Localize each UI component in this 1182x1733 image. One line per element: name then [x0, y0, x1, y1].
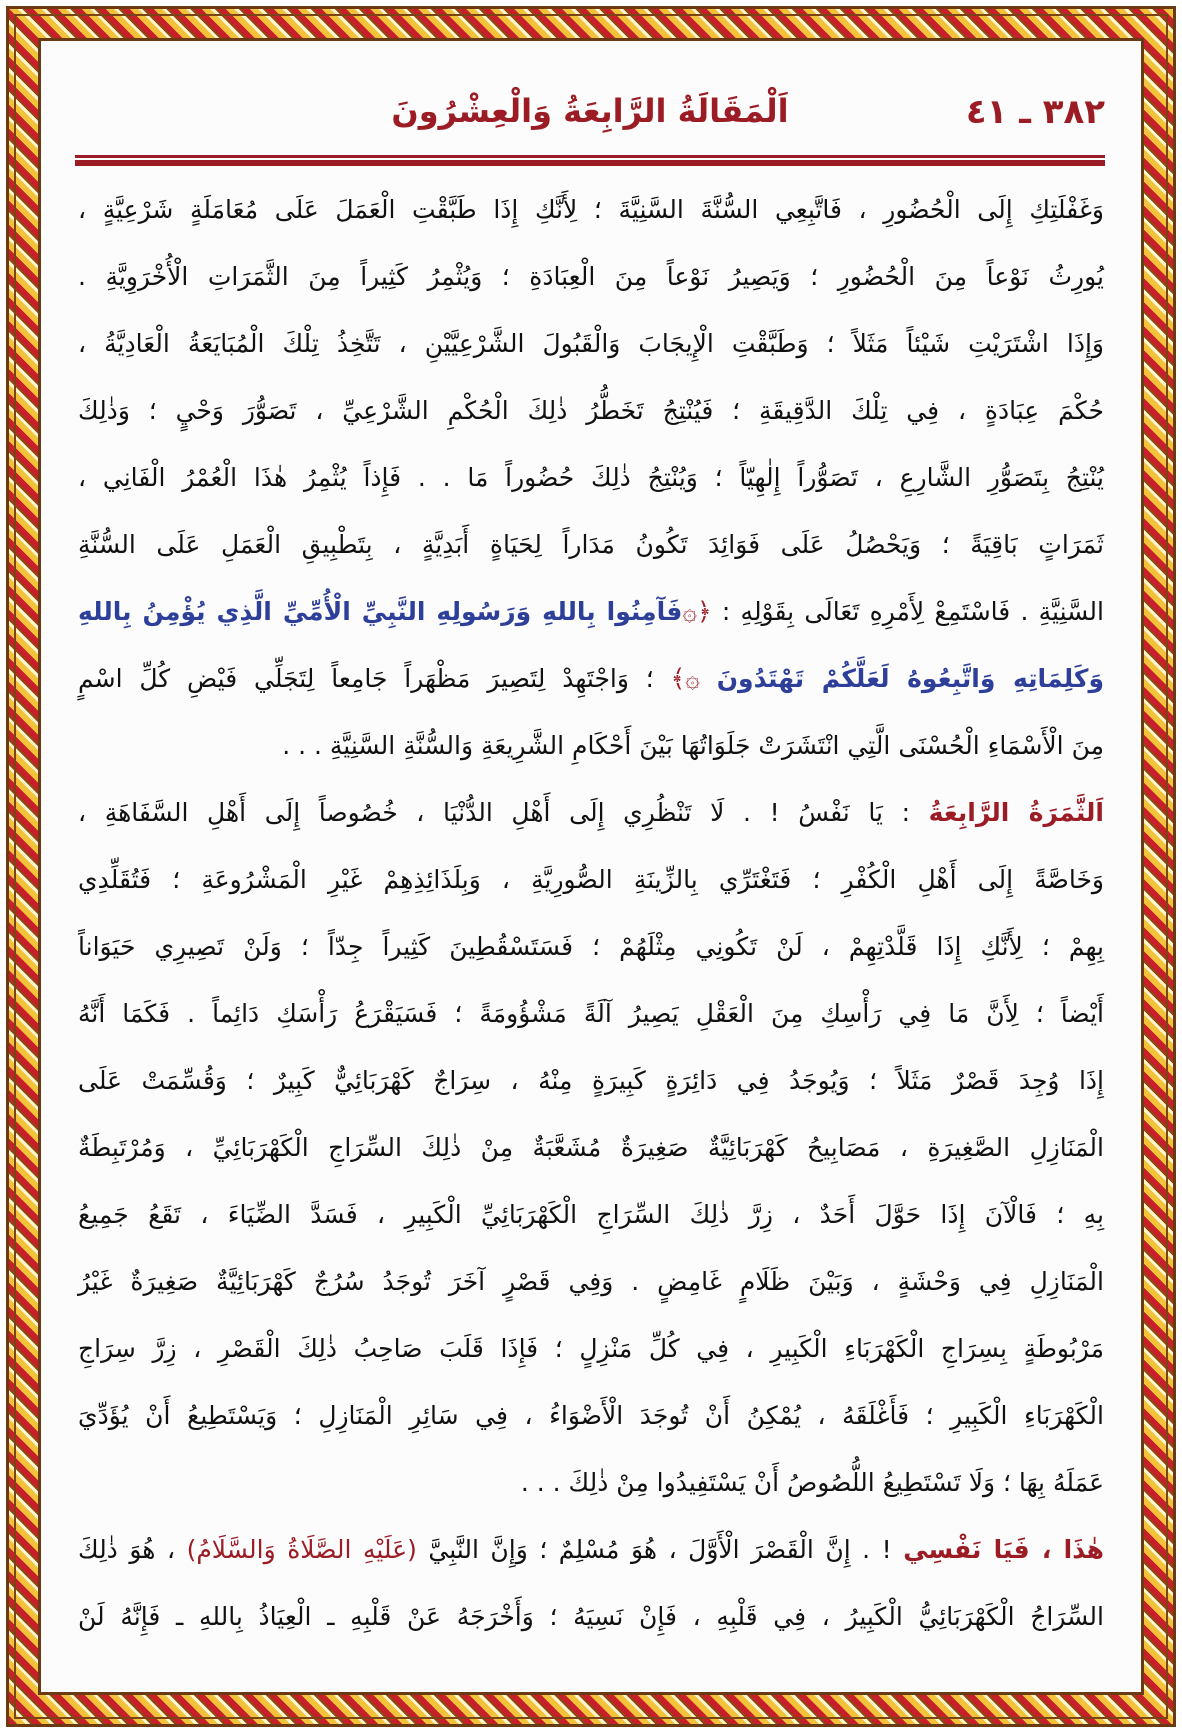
text-line: [78, 1049, 1104, 1116]
quran-verse: فَآمِنُوا بِاللهِ وَرَسُولِهِ النَّبِيِّ الْأُمِّيِّ الَّذِي يُؤْمِنُ بِاللهِ: [78, 597, 683, 626]
text-line: [78, 446, 1104, 513]
text-line: [78, 781, 1104, 848]
text-line: [78, 580, 1104, 647]
text-segment: وَغَفْلَتِكِ إِلَى الْحُضُورِ ، فَاتَّبِعِي السُّنَّةَ السَّنِيَّةَ ؛ لِأَنَّكِ إِذَا طَبَّقْتِ الْعَمَلَ عَلَى مُعَامَلَةٍ شَرْعِيَّةٍ ،: [78, 195, 1104, 224]
text-segment: بِهِ ؛ فَالْآنَ إِذَا حَوَّلَ أَحَدٌ ، زِرَّ ذٰلِكَ السِّرَاجِ الْكَهْرَبَائِيِّ الْكَبِيرِ ، فَسَدَّ الضِّيَاءَ ، تَقَعُ جَمِيعُ: [78, 1200, 1104, 1229]
text-segment: أَيْضاً ؛ لِأَنَّ مَا فِي رَأْسِكِ مِنَ الْعَقْلِ يَصِيرُ آلَةً مَشْؤُومَةً ؛ فَسَيَقْرَعُ رَأْسَكِ دَائِماً . فَكَمَا أَنَّهُ: [78, 999, 1104, 1028]
text-segment: حُكْمَ عِبَادَةٍ ، فِي تِلْكَ الدَّقِيقَةِ ؛ فَيُنْتِجُ تَخَطُّرُ ذٰلِكَ الْحُكْمِ الشَّرْعِيِّ ، تَصَوُّرَ وَحْيٍ ؛ وَذٰلِكَ: [78, 396, 1104, 425]
body-text: [78, 178, 1104, 1652]
text-segment: يُورِثُ نَوْعاً مِنَ الْحُضُورِ ؛ وَيَصِيرُ نَوْعاً مِنَ الْعِبَادَةِ ؛ وَيُثْمِرُ كَثِيراً مِنَ الثَّمَرَاتِ الْأُخْرَوِيَّةِ .: [78, 262, 1104, 291]
text-line: [78, 647, 1104, 714]
text-segment: عَمَلَهُ بِهَا ؛ وَلَا تَسْتَطِيعُ اللُّصُوصُ أَنْ يَسْتَفِيدُوا مِنْ ذٰلِكَ . . .: [520, 1468, 1104, 1497]
text-segment: الْكَهْرَبَاءِ الْكَبِيرِ ؛ فَأَغْلَقَهُ ، يُمْكِنُ أَنْ تُوجَدَ الْأَضْوَاءُ ، فِي سَائِرِ الْمَنَازِلِ ؛ وَيَسْتَطِيعُ أَنْ يُؤَدِّيَ: [78, 1401, 1104, 1430]
text-segment: الْمَنَازِلِ الصَّغِيرَةِ ، مَصَابِيحُ كَهْرَبَائِيَّةٌ صَغِيرَةٌ مُشَعَّبَةٌ مِنْ ذٰلِكَ السِّرَاجِ الْكَهْرَبَائِيِّ ، وَمُرْتَبِطَةٌ: [78, 1133, 1104, 1162]
text-segment: بِهِمْ ؛ لِأَنَّكِ إِذَا قَلَّدْتِهِمْ ، لَنْ تَكُونِي مِثْلَهُمْ ؛ فَسَتَسْقُطِينَ كَثِيراً جِدّاً ؛ وَلَنْ تَصِيرِي حَيَوَاناً: [78, 932, 1104, 961]
section-heading: هٰذَا ، فَيَا نَفْسِي: [903, 1535, 1104, 1564]
page-header: [75, 92, 1105, 142]
header-rule-thick: [75, 160, 1105, 166]
section-heading: اَلثَّمَرَةُ الرَّابِعَةُ: [928, 798, 1104, 827]
text-segment: وَإِذَا اشْتَرَيْتِ شَيْئاً مَثَلاً ؛ وَطَبَّقْتِ الْإِيجَابَ وَالْقَبُولَ الشَّرْعِيَّيْنِ ، تَتَّخِذُ تِلْكَ الْمُبَايَعَةُ الْعَادِيَّةُ ،: [78, 329, 1104, 358]
text-line: [78, 513, 1104, 580]
text-line: [78, 1451, 1104, 1518]
text-line: [78, 848, 1104, 915]
text-line: [78, 1183, 1104, 1250]
page-number: ٣٨٢ ـ ٤١: [965, 92, 1105, 132]
text-segment: ؛ وَاجْتَهِدْ لِتَصِيرَ مَظْهَراً جَامِعاً لِتَجَلِّي فَيْضِ كُلِّ اسْمٍ: [78, 664, 671, 693]
text-line: [78, 379, 1104, 446]
text-segment: السِّرَاجُ الْكَهْرَبَائِيُّ الْكَبِيرُ ، فِي قَلْبِهِ ، فَإِنْ نَسِيَهُ ؛ وَأَخْرَجَهُ عَنْ قَلْبِهِ ـ الْعِيَاذُ بِاللهِ ـ فَإِنَّهُ لَنْ: [78, 1602, 1104, 1631]
text-line: [78, 1250, 1104, 1317]
text-segment: يُنْتِجُ بِتَصَوُّرِ الشَّارِعِ ، تَصَوُّراً إِلٰهِيّاً ؛ وَيُنْتِجُ ذٰلِكَ حُضُوراً مَا . . فَإِذاً يُثْمِرُ هٰذَا الْعُمْرُ الْفَانِي ،: [78, 463, 1104, 492]
text-segment: ! . إِنَّ الْقَصْرَ الْأَوَّلَ ، هُوَ مُسْلِمٌ ؛ وَإِنَّ النَّبِيَّ: [416, 1535, 904, 1564]
text-segment: إِذَا وُجِدَ قَصْرٌ مَثَلاً ؛ وَيُوجَدُ فِي دَائِرَةٍ كَبِيرَةٍ مِنْهُ ، سِرَاجٌ كَهْرَبَائِيٌّ كَبِيرٌ ؛ وَقُسِّمَتْ عَلَى: [78, 1066, 1104, 1095]
text-line: [78, 1384, 1104, 1451]
header-rule: [75, 155, 1105, 158]
text-line: [78, 982, 1104, 1049]
text-segment: الْمَنَازِلِ فِي وَحْشَةٍ ، وَبَيْنَ ظَلَامٍ غَامِضٍ . وَفِي قَصْرٍ آخَرَ تُوجَدُ سُرُجٌ كَهْرَبَائِيَّةٌ صَغِيرَةٌ غَيْرُ: [78, 1267, 1104, 1296]
text-line: [78, 915, 1104, 982]
text-line: [78, 1518, 1104, 1585]
text-segment: ، هُوَ ذٰلِكَ: [78, 1535, 187, 1564]
text-segment: ثَمَرَاتٍ بَاقِيَةً ؛ وَيَحْصُلُ عَلَى فَوَائِدَ تَكُونُ مَدَاراً لِحَيَاةٍ أَبَدِيَّةٍ ، بِتَطْبِيقِ الْعَمَلِ عَلَى السُّنَّةِ: [78, 530, 1104, 559]
text-segment: مَرْبُوطَةٍ بِسِرَاجِ الْكَهْرَبَاءِ الْكَبِيرِ ، فِي كُلِّ مَنْزِلٍ ؛ فَإِذَا قَلَبَ صَاحِبُ ذٰلِكَ الْقَصْرِ ، زِرَّ سِرَاجِ: [78, 1334, 1104, 1363]
text-segment: السَّنِيَّةِ . فَاسْتَمِعْ لِأَمْرِهِ تَعَالَى بِقَوْلِهِ :: [711, 597, 1104, 626]
text-segment: : يَا نَفْسُ ! . لَا تَنْظُرِي إِلَى أَهْلِ الدُّنْيَا ، خُصُوصاً إِلَى أَهْلِ السَّفَاهَةِ ،: [78, 798, 929, 827]
text-line: [78, 1317, 1104, 1384]
text-segment: مِنَ الْأَسْمَاءِ الْحُسْنَى الَّتِي انْتَشَرَتْ جَلَوَاتُهَا بَيْنَ أَحْكَامِ الشَّرِيعَةِ وَالسُّنَّةِ السَّنِيَّةِ . . .: [282, 731, 1104, 760]
text-line: [78, 1116, 1104, 1183]
ornament: (عَلَيْهِ الصَّلَاةُ وَالسَّلَامُ): [186, 1535, 417, 1564]
text-line: [78, 245, 1104, 312]
text-line: [78, 1585, 1104, 1652]
text-line: [78, 312, 1104, 379]
ornament: ﴿۞: [682, 597, 712, 626]
ornament: ۞﴾: [670, 664, 717, 693]
text-segment: وَخَاصَّةً إِلَى أَهْلِ الْكُفْرِ ؛ فَتَغْتَرِّي بِالزِّينَةِ الصُّورِيَّةِ ، وَبِلَذَائِذِهِمْ غَيْرِ الْمَشْرُوعَةِ ؛ فَتُقَلِّدِي: [78, 865, 1104, 894]
text-line: [78, 714, 1104, 781]
quran-verse: وَكَلِمَاتِهِ وَاتَّبِعُوهُ لَعَلَّكُمْ تَهْتَدُونَ: [716, 664, 1104, 693]
chapter-title: اَلْمَقَالَةُ الرَّابِعَةُ وَالْعِشْرُونَ: [391, 92, 789, 130]
text-line: [78, 178, 1104, 245]
